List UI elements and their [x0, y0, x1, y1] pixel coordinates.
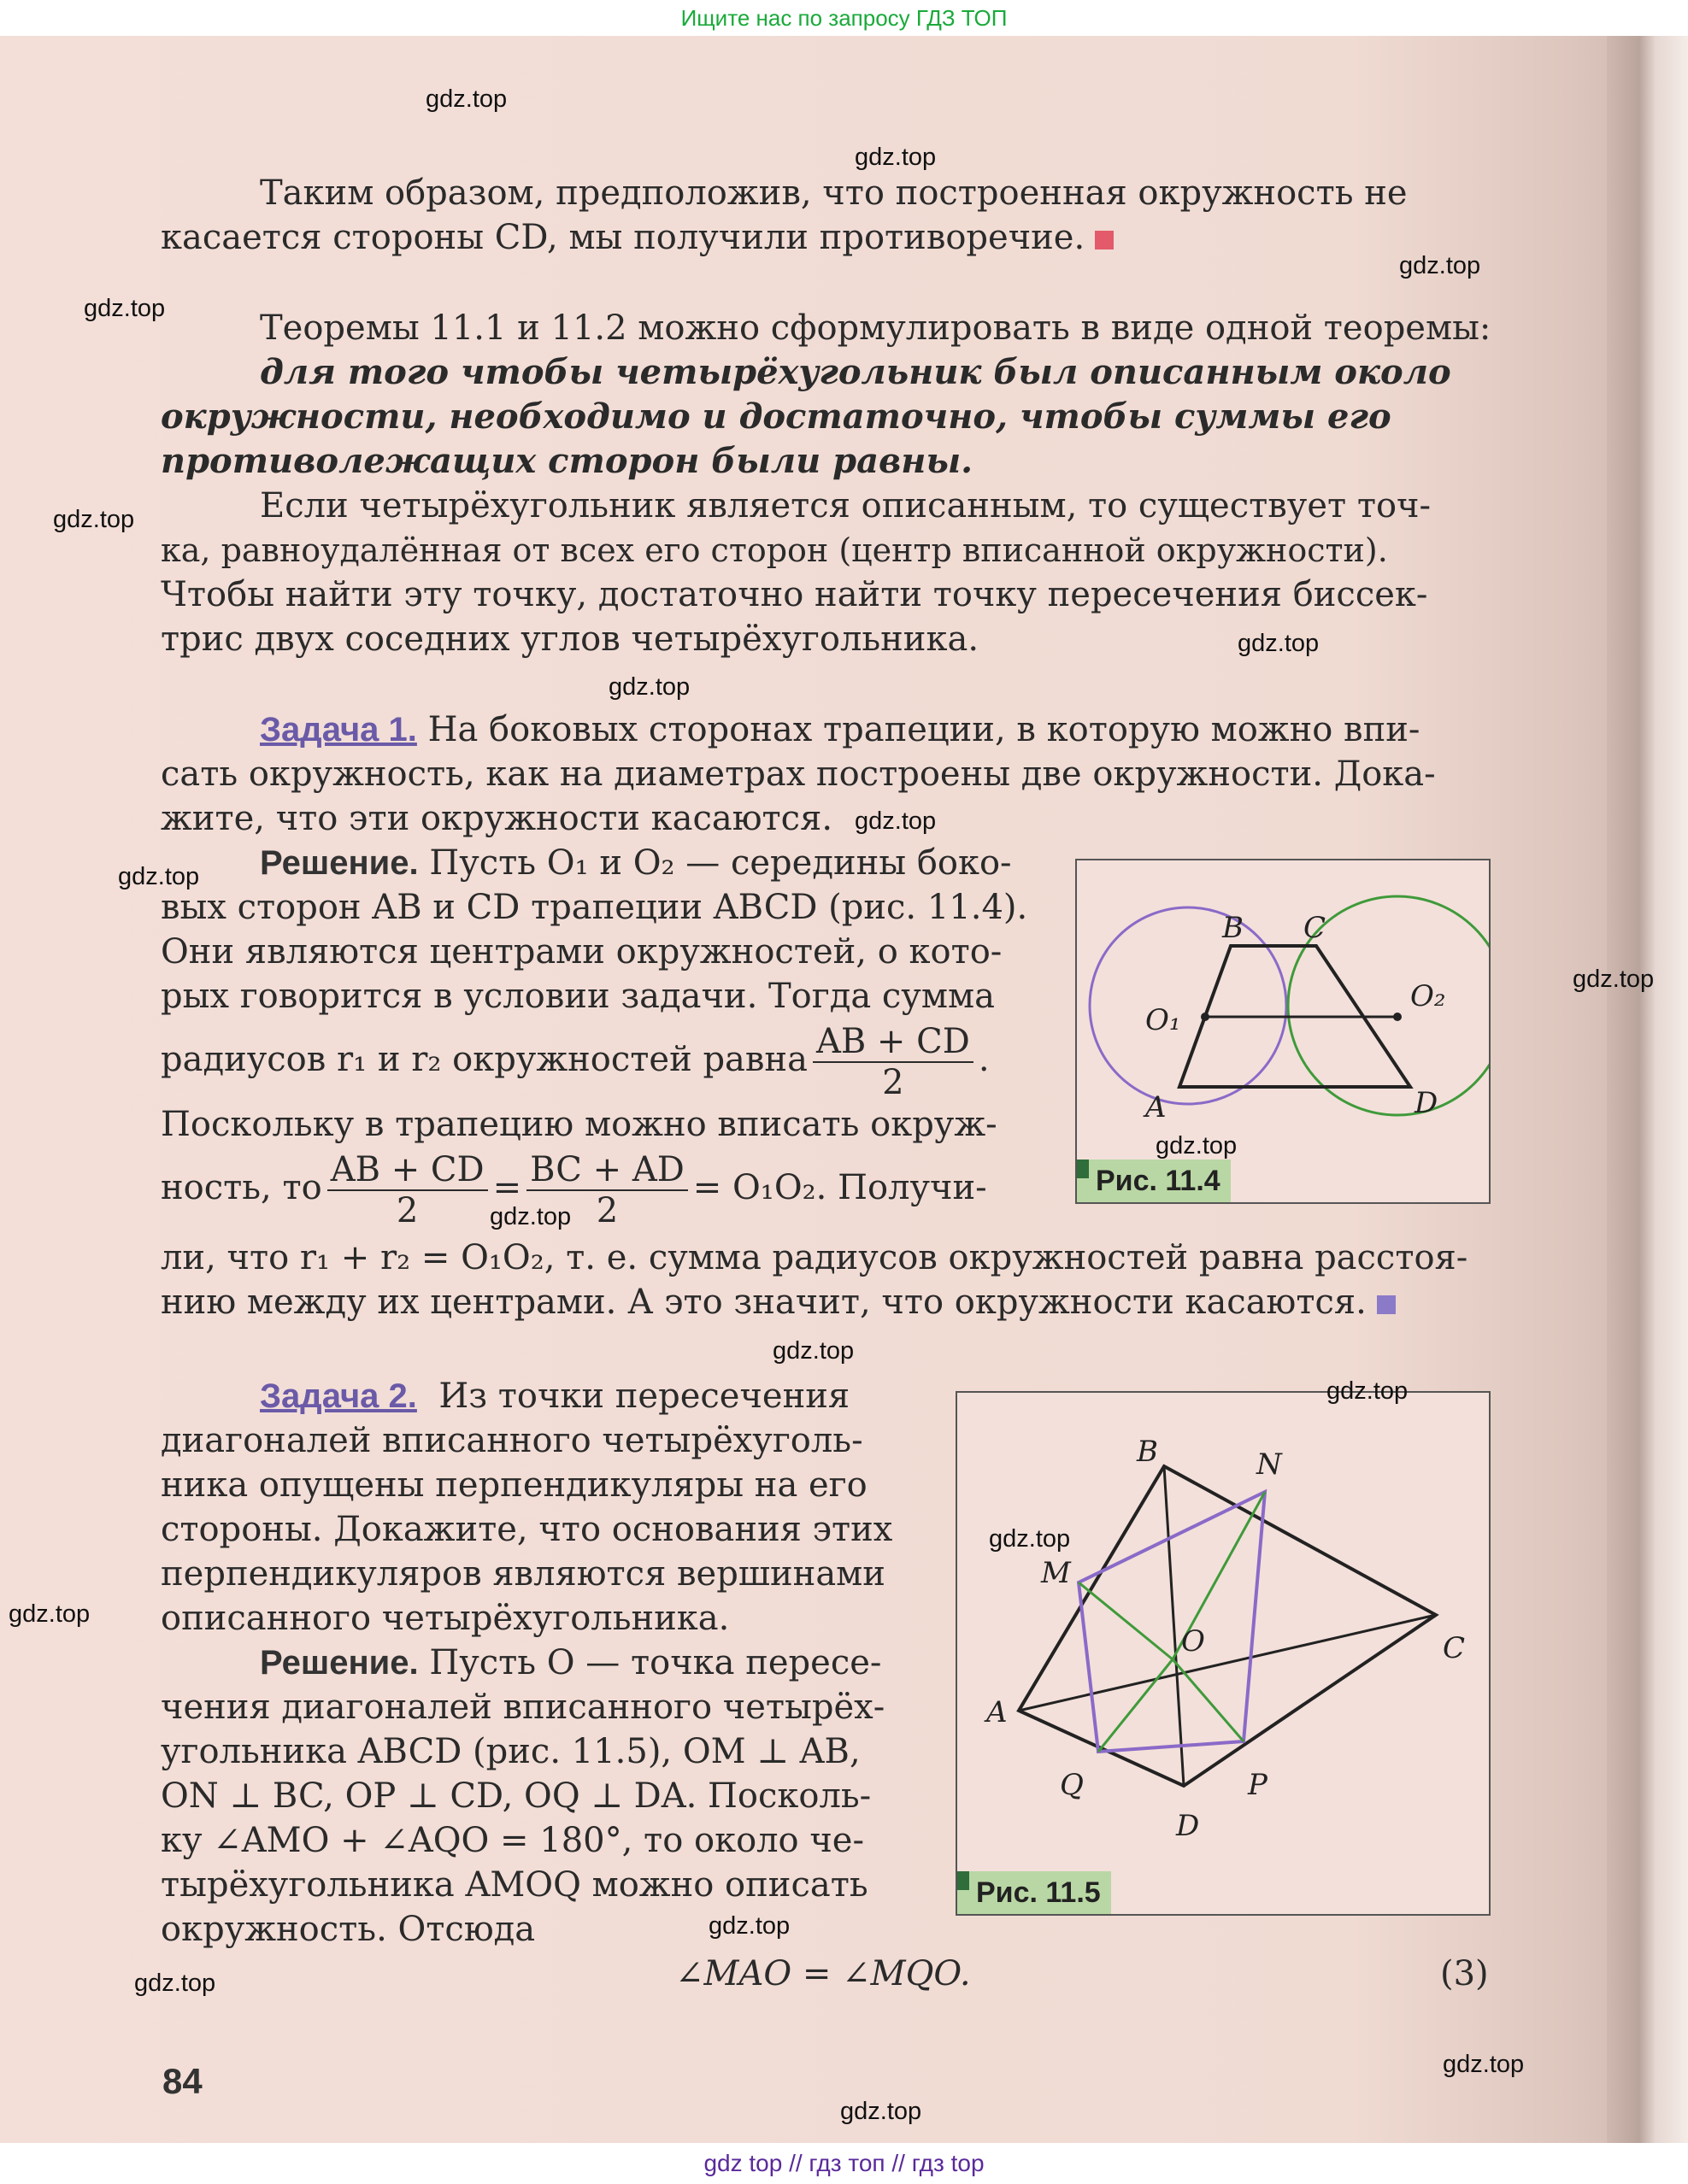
task-1-s7-pre: ность, то — [161, 1168, 322, 1207]
watermark: gdz.top — [490, 1203, 572, 1230]
fraction-bc-ad-denominator: 2 — [596, 1191, 619, 1230]
task-1-s7-post: = O₁O₂. Получи- — [692, 1168, 987, 1207]
watermark: gdz.top — [773, 1337, 855, 1365]
task-1-s6: Поскольку в трапецию можно вписать окруж- — [161, 1105, 997, 1144]
equation-number: (3) — [1440, 1954, 1489, 1993]
point-o1 — [1201, 1013, 1209, 1021]
label-d: D — [1415, 1086, 1438, 1120]
figure-11-5-caption — [957, 1871, 1111, 1914]
label-c: C — [1303, 911, 1326, 945]
watermark: gdz.top — [426, 85, 508, 113]
page-number: 84 — [162, 2061, 203, 2101]
task-2-s1: Пусть O — точка пересе- — [429, 1643, 882, 1682]
theorem-line-1: для того чтобы четырёхугольник был описанным около — [260, 352, 1451, 392]
watermark: gdz.top — [1156, 1132, 1238, 1160]
label-m: M — [1041, 1556, 1071, 1590]
task-2-line-1 — [260, 1374, 850, 1418]
top-banner: Ищите нас по запросу ГДЗ ТОП — [0, 0, 1688, 36]
quadrilateral-abcd — [1019, 1466, 1436, 1786]
label-a: A — [1145, 1090, 1167, 1124]
task-1-line-1 — [260, 707, 1420, 752]
figure-11-5-drawing — [957, 1393, 1489, 1914]
task-1-s4: рых говорится в условии задачи. Тогда сумма — [161, 977, 995, 1016]
para-3-line-3: Чтобы найти эту точку, достаточно найти точку пересечения биссек- — [161, 575, 1428, 614]
figure-11-4 — [1075, 859, 1491, 1204]
task-2-s6: тырёхугольника AMOQ можно описать — [161, 1865, 868, 1905]
figure-11-4-caption — [1077, 1160, 1231, 1202]
caption-marker-icon-2 — [957, 1871, 969, 1890]
para-3-line-1: Если четырёхугольник является описанным, то существует точ- — [260, 486, 1431, 525]
task-2-line-6: описанного четырёхугольника. — [161, 1599, 730, 1638]
label-b: B — [1222, 911, 1244, 945]
label-a2: A — [986, 1695, 1008, 1729]
fraction-sum-radii — [813, 1022, 973, 1102]
watermark: gdz.top — [1443, 2051, 1525, 2078]
task-1-s5-text: радиусов r₁ и r₂ окружностей равна — [161, 1040, 808, 1079]
fraction-ab-cd — [327, 1150, 488, 1230]
diagonal-ac — [1019, 1615, 1436, 1711]
task-2-line-4: стороны. Докажите, что основания этих — [161, 1510, 893, 1549]
watermark: gdz.top — [989, 1525, 1071, 1553]
task-1-line-3: жите, что эти окружности касаются. — [161, 799, 833, 838]
watermark: gdz.top — [1399, 252, 1481, 279]
figure-11-5 — [956, 1391, 1491, 1916]
para-2-line-1: Теоремы 11.1 и 11.2 можно сформулировать в виде одной теоремы: — [260, 308, 1491, 348]
label-o1: O₁ — [1145, 1003, 1181, 1037]
task-1-s9 — [161, 1280, 1396, 1324]
task-1-line-2: сать окружность, как на диаметрах построены две окружности. Дока- — [161, 754, 1436, 794]
para-1-line-1: Таким образом, предположив, что построенная окружность не — [260, 173, 1408, 213]
theorem-line-3: противолежащих сторон были равны. — [161, 441, 973, 481]
task-2-s4: ON ⊥ BC, OP ⊥ CD, OQ ⊥ DA. Посколь- — [161, 1776, 872, 1816]
point-o2 — [1393, 1013, 1402, 1021]
watermark: gdz.top — [609, 673, 691, 701]
watermark: gdz.top — [9, 1600, 91, 1628]
task-1-s1: Пусть O₁ и O₂ — середины боко- — [429, 843, 1012, 883]
para-1-line-2 — [161, 215, 1114, 260]
task-2-line-2: диагоналей вписанного четырёхуголь- — [161, 1421, 863, 1460]
watermark: gdz.top — [1326, 1377, 1409, 1405]
task-1-s3: Они являются центрами окружностей, о кото- — [161, 932, 1003, 972]
watermark: gdz.top — [134, 1970, 216, 1997]
watermark: gdz.top — [709, 1912, 791, 1940]
task-2-line-1-text: Из точки пересечения — [438, 1377, 850, 1416]
watermark: gdz.top — [840, 2098, 922, 2125]
para-1-line-2-text: касается стороны CD, мы получили противоречие. — [161, 218, 1085, 257]
task-2-solution-label: Решение. — [260, 1644, 419, 1682]
figure-11-5-caption-text: Рис. 11.5 — [976, 1876, 1101, 1909]
fraction-denominator: 2 — [882, 1063, 904, 1102]
task-2-line-5: перпендикуляров являются вершинами — [161, 1554, 885, 1594]
task-1-s9-text: нию между их центрами. А это значит, что окружности касаются. — [161, 1283, 1367, 1322]
watermark: gdz.top — [84, 295, 166, 322]
para-3-line-2: ка, равноудалённая от всех его сторон (центр вписанной окружности). — [161, 531, 1388, 569]
label-c2: C — [1443, 1631, 1466, 1665]
task-1-s5: радиусов r₁ и r₂ окружностей равна $\frac{AB + CD}{2}$ . — [161, 1022, 990, 1102]
task-1-s2: вых сторон AB и CD трапеции ABCD (рис. 11.4). — [161, 888, 1028, 927]
end-of-solution-square-icon — [1377, 1295, 1396, 1314]
watermark: gdz.top — [1573, 966, 1655, 993]
task-1-line-1-text: На боковых сторонах трапеции, в которую можно впи- — [427, 710, 1420, 749]
figure-11-4-caption-text: Рис. 11.4 — [1096, 1165, 1220, 1197]
watermark: gdz.top — [855, 144, 937, 171]
watermark: gdz.top — [1238, 630, 1320, 657]
caption-marker-icon — [1077, 1160, 1089, 1178]
watermark: gdz.top — [118, 863, 200, 890]
task-2-s3: угольника ABCD (рис. 11.5), OM ⊥ AB, — [161, 1732, 861, 1771]
perp-oq — [1098, 1659, 1173, 1752]
task-2-heading[interactable]: Задача 2. — [260, 1377, 417, 1415]
theorem-line-2: окружности, необходимо и достаточно, чтобы суммы его — [161, 396, 1391, 437]
label-q: Q — [1060, 1768, 1084, 1802]
task-1-solution-line-1 — [260, 841, 1012, 885]
label-o2: O₂ — [1410, 979, 1446, 1013]
fraction-ab-cd-numerator: AB + CD — [327, 1150, 488, 1191]
fraction-bc-ad-numerator: BC + AD — [526, 1150, 688, 1191]
fraction-numerator: AB + CD — [813, 1022, 973, 1063]
task-1-solution-label: Решение. — [260, 844, 419, 882]
bottom-banner: gdz top // гдз топ // гдз top — [0, 2143, 1688, 2184]
figure-11-4-drawing — [1077, 860, 1489, 1202]
task-1-s8: ли, что r₁ + r₂ = O₁O₂, т. е. сумма радиусов окружностей равна расстоя- — [161, 1238, 1468, 1277]
perp-om — [1079, 1582, 1173, 1659]
label-o: O — [1181, 1624, 1205, 1659]
task-2-s5: ку ∠AMO + ∠AQO = 180°, то около че- — [161, 1821, 864, 1860]
label-b2: B — [1137, 1435, 1158, 1469]
task-2-line-3: ника опущены перпендикуляры на его — [161, 1465, 868, 1505]
fraction-ab-cd-denominator: 2 — [396, 1191, 419, 1230]
label-d2: D — [1176, 1809, 1200, 1843]
task-2-solution-line-1 — [260, 1641, 881, 1685]
label-p: P — [1248, 1768, 1267, 1802]
book-spine — [1607, 36, 1688, 2143]
task-2-s7: окружность. Отсюда — [161, 1910, 536, 1949]
label-n: N — [1256, 1447, 1282, 1482]
equation-3: ∠MAO = ∠MQO. — [675, 1954, 971, 1993]
end-of-proof-square-icon — [1095, 231, 1114, 250]
watermark: gdz.top — [53, 506, 135, 533]
watermark: gdz.top — [855, 807, 937, 835]
quadrilateral-mnpq — [1079, 1492, 1265, 1752]
task-1-s7: ность, то $\frac{AB + CD}{2}$ = $\frac{BC + AD}{2}$ = O₁O₂. Получи- — [161, 1150, 987, 1230]
perp-op — [1173, 1659, 1244, 1741]
task-1-heading[interactable]: Задача 1. — [260, 711, 417, 749]
circle-o1 — [1090, 907, 1286, 1104]
para-3-line-4: трис двух соседних углов четырёхугольника. — [161, 619, 979, 659]
task-2-s2: чения диагоналей вписанного четырёх- — [161, 1688, 885, 1727]
